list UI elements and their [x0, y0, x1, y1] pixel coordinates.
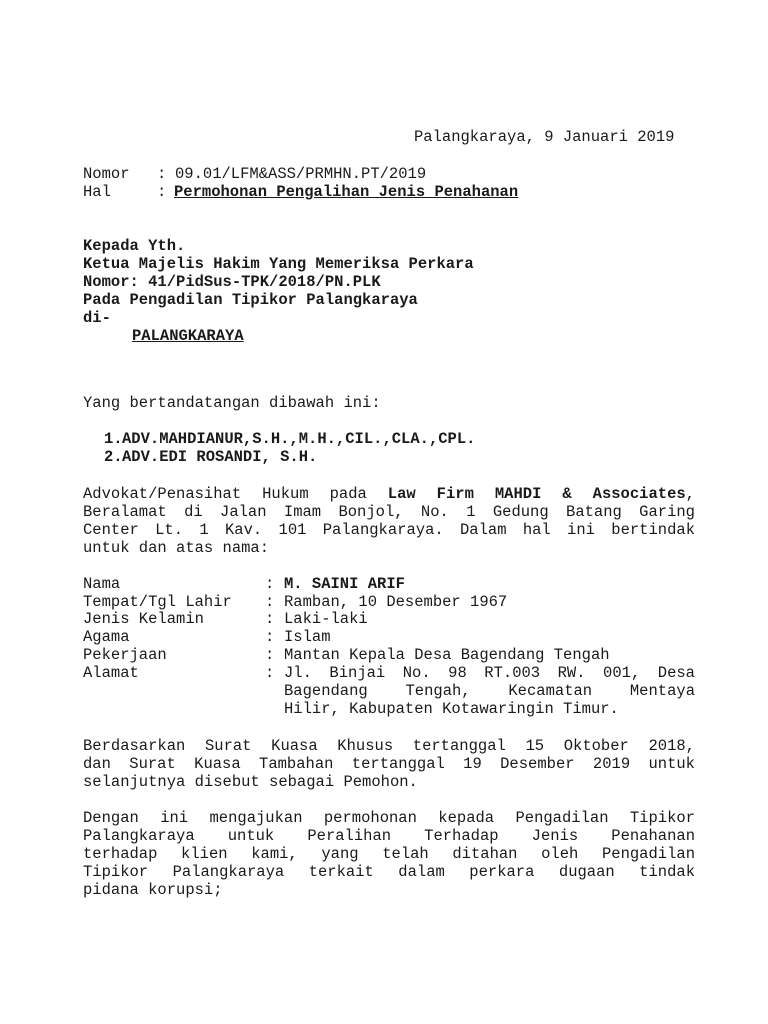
permohonan-line: Dengan ini mengajukan permohonan kepada Pengadilan Tipikor [83, 809, 695, 827]
client-address-line: Jl. Binjai No. 98 RT.003 RW. 001, Desa [284, 664, 695, 682]
kuasa-line: selanjutnya disebut sebagai Pemohon. [83, 773, 418, 791]
advokat-pre: Advokat/Penasihat Hukum pada [83, 485, 388, 503]
client-name-value: M. SAINI ARIF [284, 575, 405, 593]
kuasa-line: dan Surat Kuasa Tambahan tertanggal 19 Desember 2019 untuk [83, 755, 695, 773]
client-label: Agama [83, 628, 130, 646]
law-firm-name: Law Firm MAHDI & Associates [387, 485, 686, 503]
recipient-line-2: Ketua Majelis Hakim Yang Memeriksa Perkara [83, 255, 474, 273]
date-line: Palangkaraya, 9 Januari 2019 [414, 128, 675, 146]
nomor-label: Nomor [83, 165, 130, 183]
client-sep: : [265, 593, 275, 611]
recipient-line-1: Kepada Yth. [83, 237, 186, 255]
permohonan-line: pidana korupsi; [83, 881, 223, 899]
client-value: Mantan Kepala Desa Bagendang Tengah [284, 646, 610, 664]
client-label: Alamat [83, 664, 139, 682]
recipient-city: PALANGKARAYA [132, 327, 244, 345]
client-value: Laki-laki [284, 610, 368, 628]
advokat-line-3: Center Lt. 1 Kav. 101 Palangkaraya. Dalam hal ini bertindak [83, 521, 695, 539]
client-address-line: Hilir, Kabupaten Kotawaringin Timur. [284, 700, 619, 718]
client-sep: : [265, 610, 275, 628]
signatory-number: 2. [104, 448, 123, 466]
permohonan-line: Palangkaraya untuk Peralihan Terhadap Jenis Penahanan [83, 827, 695, 845]
recipient-line-3: Nomor: 41/PidSus-TPK/2018/PN.PLK [83, 273, 381, 291]
hal-value: Permohonan Pengalihan Jenis Penahanan [174, 183, 519, 201]
advokat-line-2: Beralamat di Jalan Imam Bonjol, No. 1 Gedung Batang Garing [83, 503, 695, 521]
advokat-line-1 [83, 485, 695, 503]
advokat-post: , [685, 485, 695, 503]
client-value: Islam [284, 628, 331, 646]
advokat-line-4: untuk dan atas nama: [83, 539, 270, 557]
signatory-name: ADV.MAHDIANUR,S.H.,M.H.,CIL.,CLA.,CPL. [122, 430, 476, 448]
client-sep: : [265, 646, 275, 664]
client-address-line: Bagendang Tengah, Kecamatan Mentaya [284, 682, 695, 700]
recipient-line-4: Pada Pengadilan Tipikor Palangkaraya [83, 291, 418, 309]
permohonan-line: Tipikor Palangkaraya terkait dalam perkara dugaan tindak [83, 863, 695, 881]
client-label: Nama [83, 575, 121, 593]
hal-sep: : [157, 183, 167, 201]
kuasa-line: Berdasarkan Surat Kuasa Khusus tertanggal 15 Oktober 2018, [83, 737, 695, 755]
client-sep: : [265, 628, 275, 646]
client-sep: : [265, 575, 275, 593]
client-label: Jenis Kelamin [83, 610, 204, 628]
client-sep: : [265, 664, 275, 682]
signatory-number: 1. [104, 430, 123, 448]
nomor-value: 09.01/LFM&ASS/PRMHN.PT/2019 [175, 165, 427, 183]
permohonan-line: terhadap klien kami, yang telah ditahan oleh Pengadilan [83, 845, 695, 863]
signatory-name: ADV.EDI ROSANDI, S.H. [122, 448, 318, 466]
nomor-sep: : [157, 165, 167, 183]
client-value: Ramban, 10 Desember 1967 [284, 593, 508, 611]
client-label: Pekerjaan [83, 646, 167, 664]
recipient-line-5: di- [83, 309, 111, 327]
hal-label: Hal [83, 183, 111, 201]
client-label: Tempat/Tgl Lahir [83, 593, 232, 611]
intro-text: Yang bertandatangan dibawah ini: [83, 394, 381, 412]
